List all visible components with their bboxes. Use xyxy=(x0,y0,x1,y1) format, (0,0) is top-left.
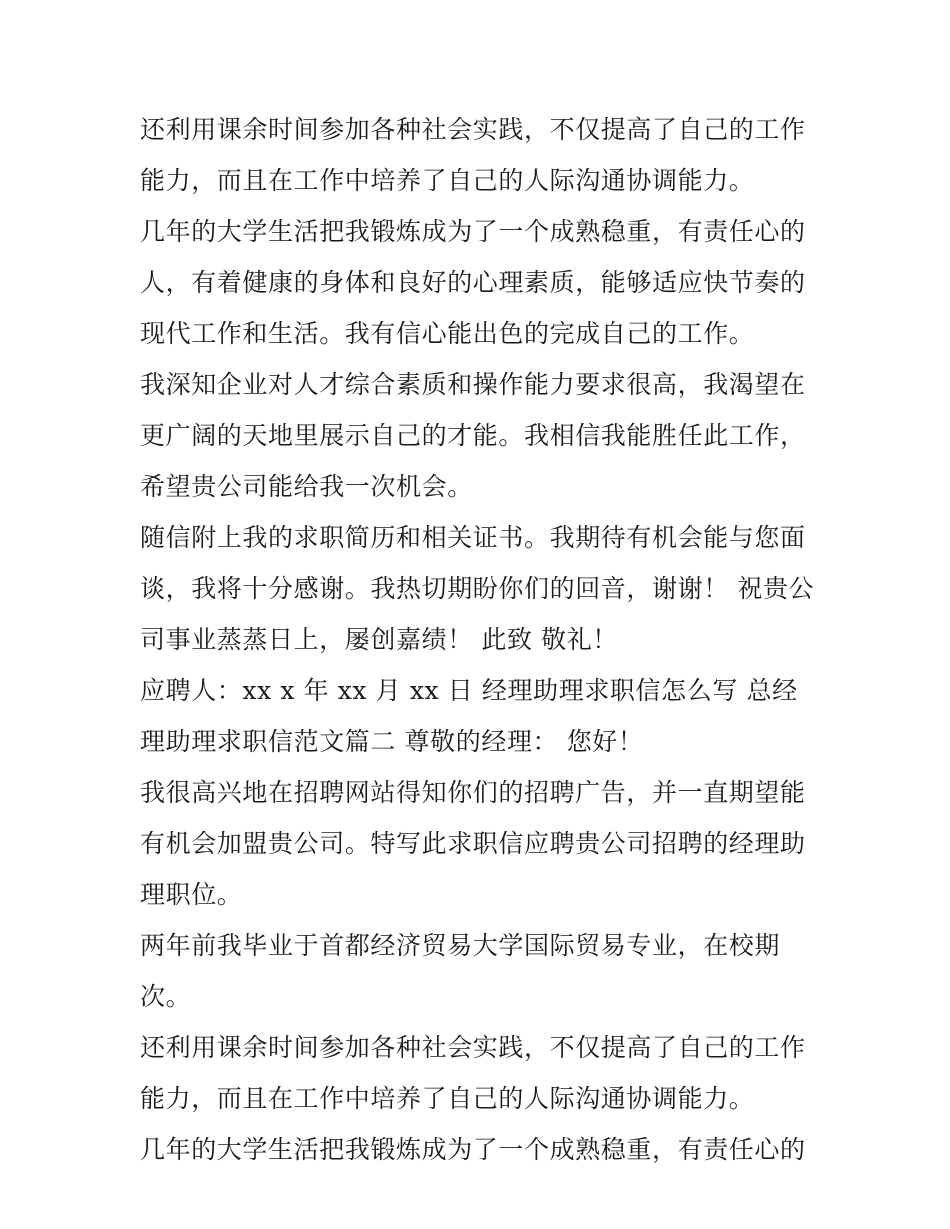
paragraph-3: 我深知企业对人才综合素质和操作能力要求很高，我渴望在更广阔的天地里展示自己的才能。我相信我能胜任此工作，希望贵公司能给我一次机会。 xyxy=(140,370,806,501)
paragraph-4: 随信附上我的求职简历和相关证书。我期待有机会能与您面谈，我将十分感谢。我热切期盼你们的回音，谢谢！ 祝贵公司事业蒸蒸日上，屡创嘉绩！ 此致 敬礼！ xyxy=(140,523,815,654)
paragraph-6: 我很高兴地在招聘网站得知你们的招聘广告，并一直期望能有机会加盟贵公司。特写此求职信应聘贵公司招聘的经理助理职位。 xyxy=(140,778,806,909)
paragraph-5: 应聘人：xx x 年 xx 月 xx 日 经理助理求职信怎么写 总经理助理求职信范文篇二 尊敬的经理： 您好！ xyxy=(140,676,798,756)
paragraph-1: 还利用课余时间参加各种社会实践，不仅提高了自己的工作能力，而且在工作中培养了自己的人际沟通协调能力。 xyxy=(140,115,806,195)
paragraph-9: 几年的大学生活把我锻炼成为了一个成熟稳重，有责任心的 xyxy=(140,1135,806,1164)
paragraph-8: 还利用课余时间参加各种社会实践，不仅提高了自己的工作能力，而且在工作中培养了自己的人际沟通协调能力。 xyxy=(140,1033,806,1113)
paragraph-2: 几年的大学生活把我锻炼成为了一个成熟稳重，有责任心的人，有着健康的身体和良好的心理素质，能够适应快节奏的现代工作和生活。我有信心能出色的完成自己的工作。 xyxy=(140,217,806,348)
document-body xyxy=(140,104,820,1175)
paragraph-7: 两年前我毕业于首都经济贸易大学国际贸易专业，在校期次。 xyxy=(140,931,781,1011)
